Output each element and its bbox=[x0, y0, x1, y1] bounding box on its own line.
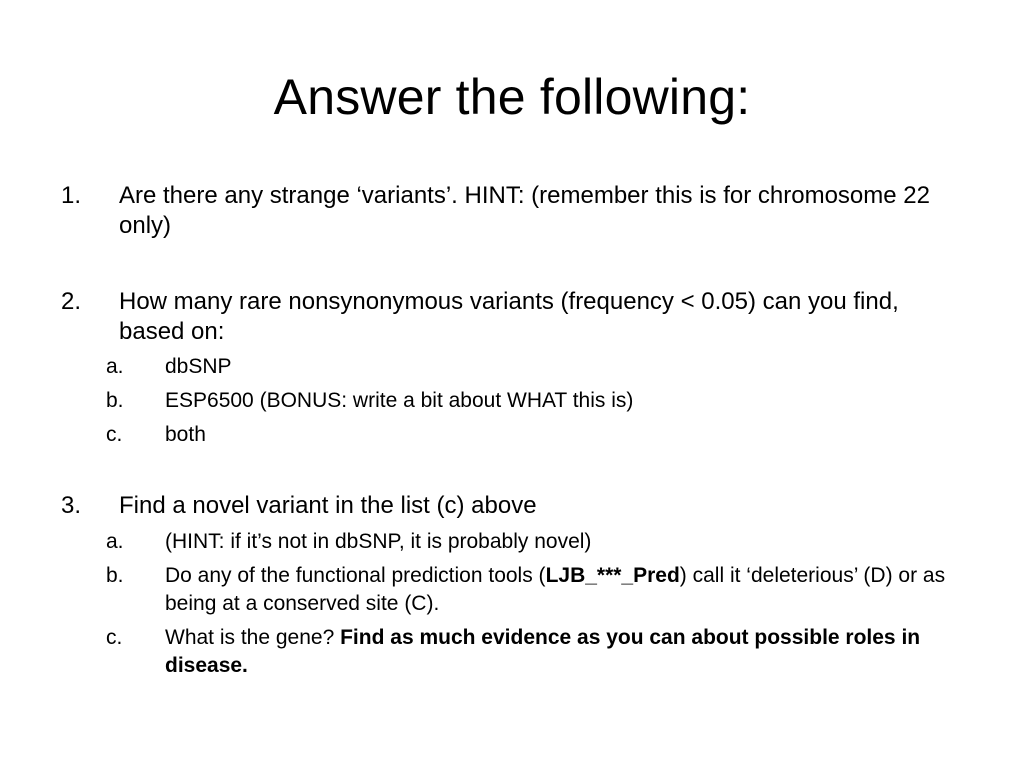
sub-item-text-part: Do any of the functional prediction tools ( bbox=[165, 564, 546, 587]
sub-item-letter: b. bbox=[106, 389, 124, 412]
sub-item-letter: a. bbox=[106, 355, 124, 378]
sub-item-letter: c. bbox=[106, 626, 123, 649]
question-2 bbox=[61, 287, 961, 347]
sub-item-text: (HINT: if it’s not in dbSNP, it is probably novel) bbox=[165, 530, 592, 553]
question-text: How many rare nonsynonymous variants (frequency < 0.05) can you find, based on: bbox=[119, 288, 899, 345]
sub-item-text bbox=[165, 624, 986, 680]
sub-item-text-part: ) call it ‘deleterious’ (D) or as being at a conserved site (C). bbox=[165, 564, 946, 615]
question-number: 3. bbox=[61, 492, 82, 519]
sub-item-text: dbSNP bbox=[165, 355, 232, 378]
question-number: 1. bbox=[61, 182, 82, 209]
sub-item-letter: a. bbox=[106, 530, 124, 553]
question-1 bbox=[61, 181, 961, 241]
sub-item-text-bold: LJB_***_Pred bbox=[545, 564, 680, 587]
sub-item-text: ESP6500 (BONUS: write a bit about WHAT this is) bbox=[165, 389, 634, 412]
slide-title: Answer the following: bbox=[273, 69, 751, 125]
question-2-sub-b bbox=[106, 387, 986, 415]
question-3-sub-a bbox=[106, 528, 986, 556]
sub-item-text-part: What is the gene? bbox=[165, 626, 341, 649]
question-text: Are there any strange ‘variants’. HINT: (remember this is for chromosome 22 only) bbox=[119, 182, 930, 239]
question-3 bbox=[61, 491, 961, 521]
sub-item-text bbox=[165, 562, 986, 618]
sub-item-letter: b. bbox=[106, 564, 124, 587]
sub-item-letter: c. bbox=[106, 423, 123, 446]
question-number: 2. bbox=[61, 288, 82, 315]
question-3-sub-b bbox=[106, 562, 986, 618]
question-3-sub-c bbox=[106, 624, 986, 680]
question-text: Find a novel variant in the list (c) above bbox=[119, 492, 537, 519]
sub-item-text: both bbox=[165, 423, 206, 446]
question-2-sub-c bbox=[106, 421, 986, 449]
sub-item-text-bold: Find as much evidence as you can about possible roles in disease. bbox=[165, 626, 921, 677]
question-2-sub-a bbox=[106, 353, 986, 381]
